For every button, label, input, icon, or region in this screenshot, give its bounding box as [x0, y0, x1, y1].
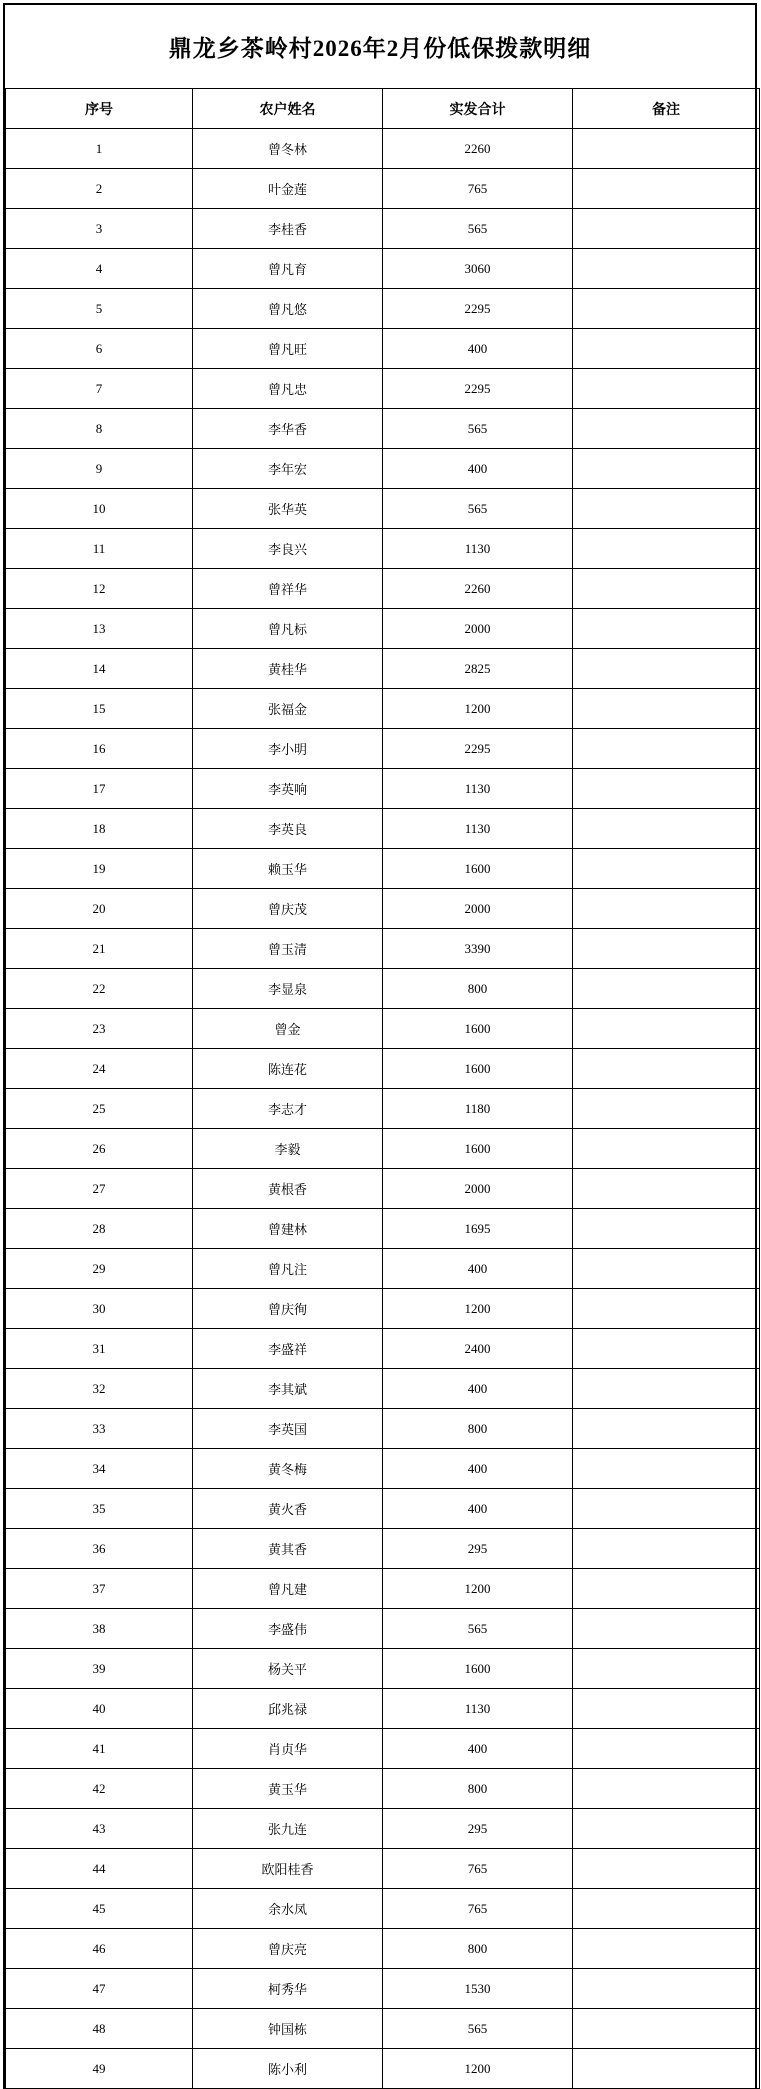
cell-amount: 400: [383, 1369, 573, 1409]
cell-amount: 565: [383, 1609, 573, 1649]
cell-index: 44: [6, 1849, 193, 1889]
cell-index: 42: [6, 1769, 193, 1809]
column-header-amount: 实发合计: [383, 89, 573, 129]
cell-index: 30: [6, 1289, 193, 1329]
cell-amount: 565: [383, 209, 573, 249]
cell-index: 12: [6, 569, 193, 609]
table-row: [6, 1049, 760, 1089]
cell-name: 曾祥华: [193, 569, 383, 609]
cell-note: [573, 369, 760, 409]
cell-name: 肖贞华: [193, 1729, 383, 1769]
table-row: [6, 1609, 760, 1649]
cell-amount: 3060: [383, 249, 573, 289]
cell-amount: 800: [383, 969, 573, 1009]
cell-note: [573, 929, 760, 969]
cell-note: [573, 329, 760, 369]
cell-name: 曾金: [193, 1009, 383, 1049]
table-row: [6, 849, 760, 889]
cell-note: [573, 249, 760, 289]
cell-name: 李英良: [193, 809, 383, 849]
cell-name: 黄其香: [193, 1529, 383, 1569]
cell-name: 余水凤: [193, 1889, 383, 1929]
table-row: [6, 1489, 760, 1529]
cell-index: 2: [6, 169, 193, 209]
cell-index: 35: [6, 1489, 193, 1529]
table-row: [6, 609, 760, 649]
table-row: [6, 169, 760, 209]
cell-amount: 1200: [383, 2049, 573, 2089]
table-row: [6, 809, 760, 849]
cell-amount: 765: [383, 1849, 573, 1889]
cell-index: 38: [6, 1609, 193, 1649]
cell-amount: 2825: [383, 649, 573, 689]
cell-index: 9: [6, 449, 193, 489]
cell-name: 杨关平: [193, 1649, 383, 1689]
cell-note: [573, 1449, 760, 1489]
cell-index: 29: [6, 1249, 193, 1289]
payment-table: [5, 88, 760, 2089]
cell-amount: 2295: [383, 369, 573, 409]
column-header-name: 农户姓名: [193, 89, 383, 129]
cell-note: [573, 1089, 760, 1129]
table-row: [6, 1969, 760, 2009]
cell-index: 34: [6, 1449, 193, 1489]
cell-note: [573, 1689, 760, 1729]
cell-name: 欧阳桂香: [193, 1849, 383, 1889]
cell-index: 1: [6, 129, 193, 169]
cell-index: 46: [6, 1929, 193, 1969]
table-body: [6, 129, 760, 2089]
cell-amount: 2000: [383, 609, 573, 649]
cell-name: 曾凡建: [193, 1569, 383, 1609]
cell-note: [573, 409, 760, 449]
cell-note: [573, 569, 760, 609]
cell-name: 曾凡育: [193, 249, 383, 289]
cell-note: [573, 769, 760, 809]
table-row: [6, 129, 760, 169]
table-row: [6, 2009, 760, 2049]
cell-name: 张福金: [193, 689, 383, 729]
cell-name: 张九连: [193, 1809, 383, 1849]
table-row: [6, 1729, 760, 1769]
cell-index: 22: [6, 969, 193, 1009]
cell-note: [573, 209, 760, 249]
cell-name: 陈小利: [193, 2049, 383, 2089]
cell-amount: 1600: [383, 849, 573, 889]
cell-note: [573, 1129, 760, 1169]
cell-amount: 400: [383, 1249, 573, 1289]
table-row: [6, 1289, 760, 1329]
cell-name: 曾凡悠: [193, 289, 383, 329]
table-row: [6, 649, 760, 689]
cell-note: [573, 1329, 760, 1369]
cell-index: 3: [6, 209, 193, 249]
cell-index: 4: [6, 249, 193, 289]
cell-name: 柯秀华: [193, 1969, 383, 2009]
cell-index: 41: [6, 1729, 193, 1769]
cell-index: 15: [6, 689, 193, 729]
table-row: [6, 449, 760, 489]
cell-amount: 800: [383, 1409, 573, 1449]
cell-note: [573, 969, 760, 1009]
cell-index: 43: [6, 1809, 193, 1849]
cell-index: 39: [6, 1649, 193, 1689]
table-header: [6, 89, 760, 129]
cell-note: [573, 449, 760, 489]
cell-note: [573, 1049, 760, 1089]
cell-amount: 1695: [383, 1209, 573, 1249]
cell-amount: 295: [383, 1809, 573, 1849]
cell-note: [573, 1569, 760, 1609]
cell-note: [573, 889, 760, 929]
cell-name: 曾庆徇: [193, 1289, 383, 1329]
cell-name: 赖玉华: [193, 849, 383, 889]
table-row: [6, 209, 760, 249]
table-row: [6, 1209, 760, 1249]
cell-index: 33: [6, 1409, 193, 1449]
cell-name: 李志才: [193, 1089, 383, 1129]
table-row: [6, 889, 760, 929]
table-row: [6, 1089, 760, 1129]
cell-note: [573, 2009, 760, 2049]
cell-note: [573, 609, 760, 649]
cell-amount: 295: [383, 1529, 573, 1569]
cell-index: 17: [6, 769, 193, 809]
cell-amount: 1130: [383, 1689, 573, 1729]
cell-note: [573, 1929, 760, 1969]
table-row: [6, 1129, 760, 1169]
cell-index: 10: [6, 489, 193, 529]
cell-name: 邱兆禄: [193, 1689, 383, 1729]
cell-amount: 3390: [383, 929, 573, 969]
cell-name: 黄根香: [193, 1169, 383, 1209]
table-row: [6, 769, 760, 809]
table-row: [6, 689, 760, 729]
cell-amount: 1200: [383, 1289, 573, 1329]
cell-name: 钟国栋: [193, 2009, 383, 2049]
cell-name: 曾凡旺: [193, 329, 383, 369]
cell-name: 曾冬林: [193, 129, 383, 169]
table-row: [6, 489, 760, 529]
cell-index: 40: [6, 1689, 193, 1729]
cell-amount: 400: [383, 1489, 573, 1529]
cell-name: 李桂香: [193, 209, 383, 249]
cell-index: 27: [6, 1169, 193, 1209]
table-row: [6, 1889, 760, 1929]
cell-index: 11: [6, 529, 193, 569]
table-row: [6, 1329, 760, 1369]
cell-index: 31: [6, 1329, 193, 1369]
table-row: [6, 1849, 760, 1889]
cell-note: [573, 1209, 760, 1249]
cell-name: 曾玉清: [193, 929, 383, 969]
cell-note: [573, 1169, 760, 1209]
cell-name: 曾凡忠: [193, 369, 383, 409]
cell-note: [573, 1889, 760, 1929]
cell-name: 曾凡注: [193, 1249, 383, 1289]
cell-index: 49: [6, 2049, 193, 2089]
cell-amount: 400: [383, 1729, 573, 1769]
table-row: [6, 729, 760, 769]
cell-amount: 400: [383, 1449, 573, 1489]
cell-index: 48: [6, 2009, 193, 2049]
cell-index: 14: [6, 649, 193, 689]
cell-note: [573, 729, 760, 769]
cell-amount: 2295: [383, 729, 573, 769]
cell-amount: 1200: [383, 689, 573, 729]
table-row: [6, 249, 760, 289]
cell-amount: 1600: [383, 1009, 573, 1049]
column-header-index: 序号: [6, 89, 193, 129]
table-row: [6, 369, 760, 409]
cell-index: 37: [6, 1569, 193, 1609]
cell-name: 黄桂华: [193, 649, 383, 689]
cell-amount: 565: [383, 489, 573, 529]
cell-index: 26: [6, 1129, 193, 1169]
cell-note: [573, 1009, 760, 1049]
cell-note: [573, 1409, 760, 1449]
cell-index: 20: [6, 889, 193, 929]
table-row: [6, 1569, 760, 1609]
cell-note: [573, 1809, 760, 1849]
cell-name: 李英国: [193, 1409, 383, 1449]
cell-note: [573, 1369, 760, 1409]
cell-index: 7: [6, 369, 193, 409]
table-row: [6, 409, 760, 449]
cell-index: 18: [6, 809, 193, 849]
cell-index: 36: [6, 1529, 193, 1569]
cell-name: 曾凡标: [193, 609, 383, 649]
table-row: [6, 1249, 760, 1289]
cell-name: 张华英: [193, 489, 383, 529]
cell-index: 13: [6, 609, 193, 649]
cell-amount: 1130: [383, 529, 573, 569]
cell-index: 32: [6, 1369, 193, 1409]
cell-note: [573, 849, 760, 889]
table-row: [6, 569, 760, 609]
cell-index: 47: [6, 1969, 193, 2009]
cell-amount: 2260: [383, 129, 573, 169]
cell-amount: 800: [383, 1929, 573, 1969]
cell-note: [573, 1529, 760, 1569]
cell-name: 李盛伟: [193, 1609, 383, 1649]
cell-amount: 2000: [383, 1169, 573, 1209]
cell-amount: 765: [383, 169, 573, 209]
table-row: [6, 289, 760, 329]
table-row: [6, 1529, 760, 1569]
cell-note: [573, 1489, 760, 1529]
table-row: [6, 529, 760, 569]
cell-note: [573, 1729, 760, 1769]
cell-index: 6: [6, 329, 193, 369]
cell-note: [573, 809, 760, 849]
cell-note: [573, 129, 760, 169]
cell-name: 黄火香: [193, 1489, 383, 1529]
cell-note: [573, 169, 760, 209]
table-row: [6, 1809, 760, 1849]
table-row: [6, 1409, 760, 1449]
cell-note: [573, 1769, 760, 1809]
table-row: [6, 929, 760, 969]
cell-note: [573, 529, 760, 569]
cell-name: 李其斌: [193, 1369, 383, 1409]
column-header-note: 备注: [573, 89, 760, 129]
cell-amount: 1130: [383, 809, 573, 849]
cell-name: 李盛祥: [193, 1329, 383, 1369]
cell-name: 李年宏: [193, 449, 383, 489]
cell-name: 曾建林: [193, 1209, 383, 1249]
cell-amount: 2000: [383, 889, 573, 929]
table-row: [6, 1649, 760, 1689]
table-row: [6, 1169, 760, 1209]
table-row: [6, 1369, 760, 1409]
cell-amount: 2295: [383, 289, 573, 329]
cell-name: 叶金莲: [193, 169, 383, 209]
cell-index: 21: [6, 929, 193, 969]
table-row: [6, 1689, 760, 1729]
cell-amount: 1600: [383, 1129, 573, 1169]
page-title: 鼎龙乡茶岭村2026年2月份低保拨款明细: [168, 36, 592, 61]
cell-note: [573, 1609, 760, 1649]
cell-note: [573, 689, 760, 729]
cell-amount: 2260: [383, 569, 573, 609]
header-row: [6, 89, 760, 129]
cell-index: 8: [6, 409, 193, 449]
cell-index: 28: [6, 1209, 193, 1249]
cell-name: 李英响: [193, 769, 383, 809]
cell-note: [573, 1289, 760, 1329]
cell-name: 黄冬梅: [193, 1449, 383, 1489]
cell-note: [573, 1649, 760, 1689]
table-row: [6, 969, 760, 1009]
cell-name: 曾庆茂: [193, 889, 383, 929]
cell-amount: 565: [383, 2009, 573, 2049]
cell-amount: 1530: [383, 1969, 573, 2009]
cell-amount: 400: [383, 449, 573, 489]
cell-note: [573, 1849, 760, 1889]
cell-name: 李华香: [193, 409, 383, 449]
cell-index: 25: [6, 1089, 193, 1129]
table-row: [6, 2049, 760, 2089]
cell-name: 黄玉华: [193, 1769, 383, 1809]
cell-amount: 800: [383, 1769, 573, 1809]
cell-index: 5: [6, 289, 193, 329]
cell-index: 24: [6, 1049, 193, 1089]
cell-note: [573, 649, 760, 689]
table-row: [6, 1769, 760, 1809]
cell-name: 李毅: [193, 1129, 383, 1169]
cell-amount: 2400: [383, 1329, 573, 1369]
cell-index: 19: [6, 849, 193, 889]
table-row: [6, 329, 760, 369]
cell-name: 李显泉: [193, 969, 383, 1009]
cell-amount: 565: [383, 409, 573, 449]
cell-note: [573, 2049, 760, 2089]
cell-name: 李小明: [193, 729, 383, 769]
table-row: [6, 1449, 760, 1489]
cell-amount: 1180: [383, 1089, 573, 1129]
table-row: [6, 1009, 760, 1049]
cell-note: [573, 489, 760, 529]
cell-amount: 1600: [383, 1649, 573, 1689]
cell-amount: 400: [383, 329, 573, 369]
cell-note: [573, 1969, 760, 2009]
cell-note: [573, 1249, 760, 1289]
cell-index: 16: [6, 729, 193, 769]
cell-note: [573, 289, 760, 329]
cell-amount: 765: [383, 1889, 573, 1929]
table-row: [6, 1929, 760, 1969]
cell-amount: 1130: [383, 769, 573, 809]
cell-name: 李良兴: [193, 529, 383, 569]
cell-index: 23: [6, 1009, 193, 1049]
cell-amount: 1600: [383, 1049, 573, 1089]
cell-amount: 1200: [383, 1569, 573, 1609]
subsidy-table-document: [3, 3, 757, 2089]
cell-name: 曾庆亮: [193, 1929, 383, 1969]
cell-name: 陈连花: [193, 1049, 383, 1089]
cell-index: 45: [6, 1889, 193, 1929]
